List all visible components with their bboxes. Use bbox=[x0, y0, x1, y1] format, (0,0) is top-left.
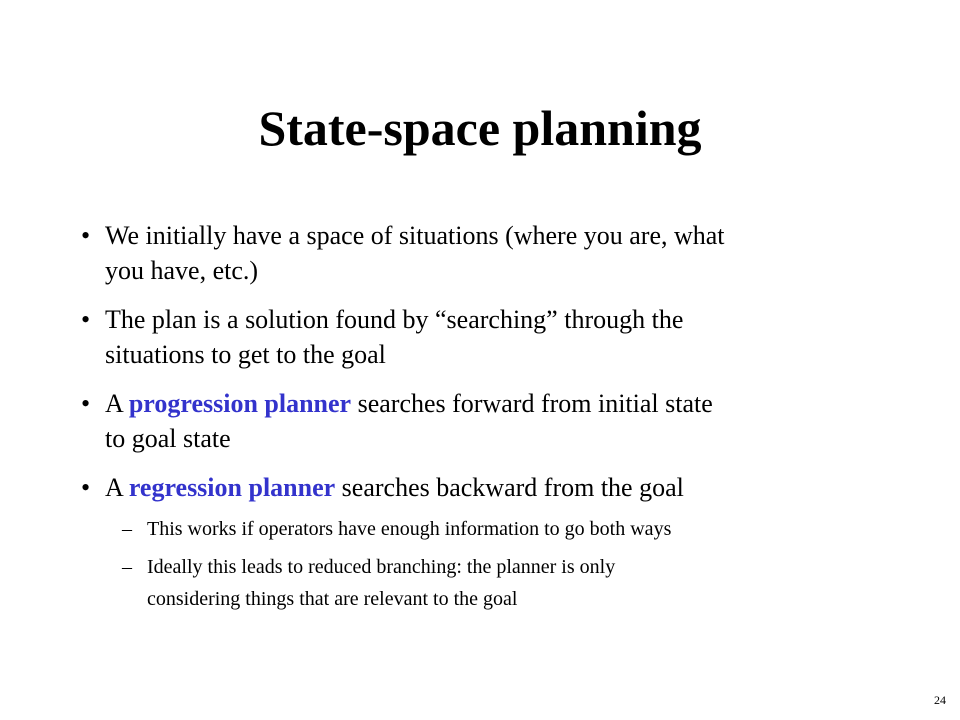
bullet-text-line bbox=[105, 386, 713, 421]
regression-planner-term: regression planner bbox=[128, 473, 336, 502]
sub-bullet-text-line: Ideally this leads to reduced branching: the planner is only bbox=[147, 556, 616, 578]
bullet-suffix: searches forward from initial state bbox=[351, 389, 713, 418]
bullet-marker: • bbox=[81, 389, 91, 418]
bullet-text-line: you have, etc.) bbox=[105, 256, 259, 285]
bullet-text-line: The plan is a solution found by “searching” through the bbox=[105, 305, 684, 334]
bullet-marker: • bbox=[81, 473, 91, 502]
bullet-marker: • bbox=[81, 305, 91, 334]
page-number: 24 bbox=[934, 693, 946, 707]
bullet-text-line bbox=[105, 470, 684, 505]
bullet-text-line: situations to get to the goal bbox=[105, 340, 386, 369]
sub-bullet-text-line: considering things that are relevant to the goal bbox=[147, 588, 518, 610]
bullet-prefix: A bbox=[105, 473, 129, 502]
progression-planner-term: progression planner bbox=[128, 389, 352, 418]
bullet-suffix: searches backward from the goal bbox=[335, 473, 684, 502]
bullet-prefix: A bbox=[105, 389, 129, 418]
sub-bullet-text-line: This works if operators have enough information to go both ways bbox=[147, 518, 672, 540]
sub-bullet-marker: – bbox=[122, 518, 132, 540]
sub-bullet-marker: – bbox=[122, 556, 132, 578]
bullet-marker: • bbox=[81, 221, 91, 250]
bullet-text-line: We initially have a space of situations (where you are, what bbox=[105, 221, 725, 250]
slide-title: State-space planning bbox=[258, 100, 702, 156]
bullet-text-line: to goal state bbox=[105, 424, 231, 453]
